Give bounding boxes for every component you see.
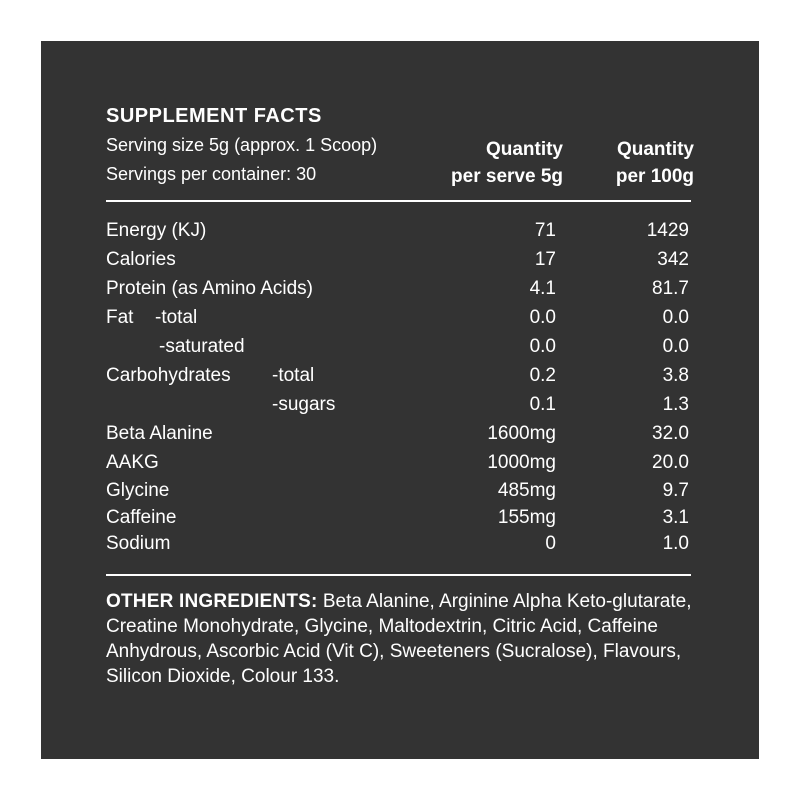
row-label: Fat (106, 307, 134, 328)
row-per-100g: 81.7 (652, 278, 689, 299)
serving-size: Serving size 5g (approx. 1 Scoop) (106, 135, 378, 155)
row-per-serve: 0 (545, 533, 556, 554)
other-ingredients-text: Beta Alanine, Arginine Alpha Keto-glutarate, Creatine Monohydrate, Glycine, Maltodextrin, Citric Acid, Caffeine Anhydrous, Ascorbic Acid (Vit C), Sweeteners (Sucralose), Flavours, Silicon Dioxide, Colour 133. (106, 591, 692, 687)
table-row (41, 217, 759, 244)
table-row (41, 530, 759, 557)
table-row (41, 504, 759, 531)
header-divider (106, 200, 691, 202)
row-per-100g: 3.8 (662, 365, 689, 386)
panel-title: SUPPLEMENT FACTS (106, 105, 322, 127)
row-per-serve: 71 (534, 220, 556, 241)
row-per-100g: 0.0 (662, 336, 689, 357)
row-per-serve: 0.2 (529, 365, 556, 386)
per-100g-column-header (616, 136, 694, 190)
row-per-serve: 1000mg (487, 452, 556, 473)
row-per-100g: 1.3 (662, 394, 689, 415)
row-label: Beta Alanine (106, 423, 213, 444)
row-per-serve: 155mg (497, 507, 556, 528)
table-row (41, 362, 759, 389)
row-label: Calories (106, 249, 176, 270)
per-serve-header-line1: Quantity (485, 139, 563, 160)
row-label: Carbohydrates (106, 365, 231, 386)
supplement-facts-panel (41, 41, 759, 759)
per-100g-header-line1: Quantity (616, 139, 694, 160)
other-ingredients (106, 589, 706, 689)
row-per-serve: 17 (534, 249, 556, 270)
table-row (41, 333, 759, 360)
row-per-serve: 485mg (497, 480, 556, 501)
row-per-serve: 4.1 (529, 278, 556, 299)
row-per-serve: 1600mg (487, 423, 556, 444)
row-per-100g: 9.7 (662, 480, 689, 501)
row-per-100g: 342 (657, 249, 689, 270)
row-label: Sodium (106, 533, 171, 554)
servings-per-container: Servings per container: 30 (106, 164, 317, 184)
per-100g-header-line2: per 100g (615, 166, 694, 187)
row-label: Protein (as Amino Acids) (106, 278, 313, 299)
table-row (41, 275, 759, 302)
row-sublabel: -saturated (159, 336, 245, 357)
per-serve-column-header (451, 136, 563, 190)
row-per-serve: 0.1 (529, 394, 556, 415)
row-sublabel: -sugars (272, 394, 336, 415)
row-sublabel: -total (272, 365, 315, 386)
other-ingredients-label: OTHER INGREDIENTS: (106, 591, 318, 612)
row-label: AAKG (106, 452, 159, 473)
row-per-100g: 3.1 (662, 507, 689, 528)
row-label: Glycine (106, 480, 170, 501)
row-sublabel: -total (155, 307, 198, 328)
row-per-100g: 0.0 (662, 307, 689, 328)
table-row (41, 477, 759, 504)
per-serve-header-line2: per serve 5g (451, 166, 563, 187)
row-label: Caffeine (106, 507, 177, 528)
row-per-serve: 0.0 (529, 307, 556, 328)
row-per-serve: 0.0 (529, 336, 556, 357)
row-per-100g: 1.0 (662, 533, 689, 554)
footer-divider (106, 574, 691, 576)
row-per-100g: 32.0 (652, 423, 689, 444)
row-per-100g: 1429 (646, 220, 689, 241)
table-row (41, 246, 759, 273)
table-row (41, 391, 759, 418)
table-row (41, 304, 759, 331)
row-per-100g: 20.0 (652, 452, 689, 473)
table-row (41, 420, 759, 447)
table-row (41, 449, 759, 476)
row-label: Energy (KJ) (106, 220, 207, 241)
